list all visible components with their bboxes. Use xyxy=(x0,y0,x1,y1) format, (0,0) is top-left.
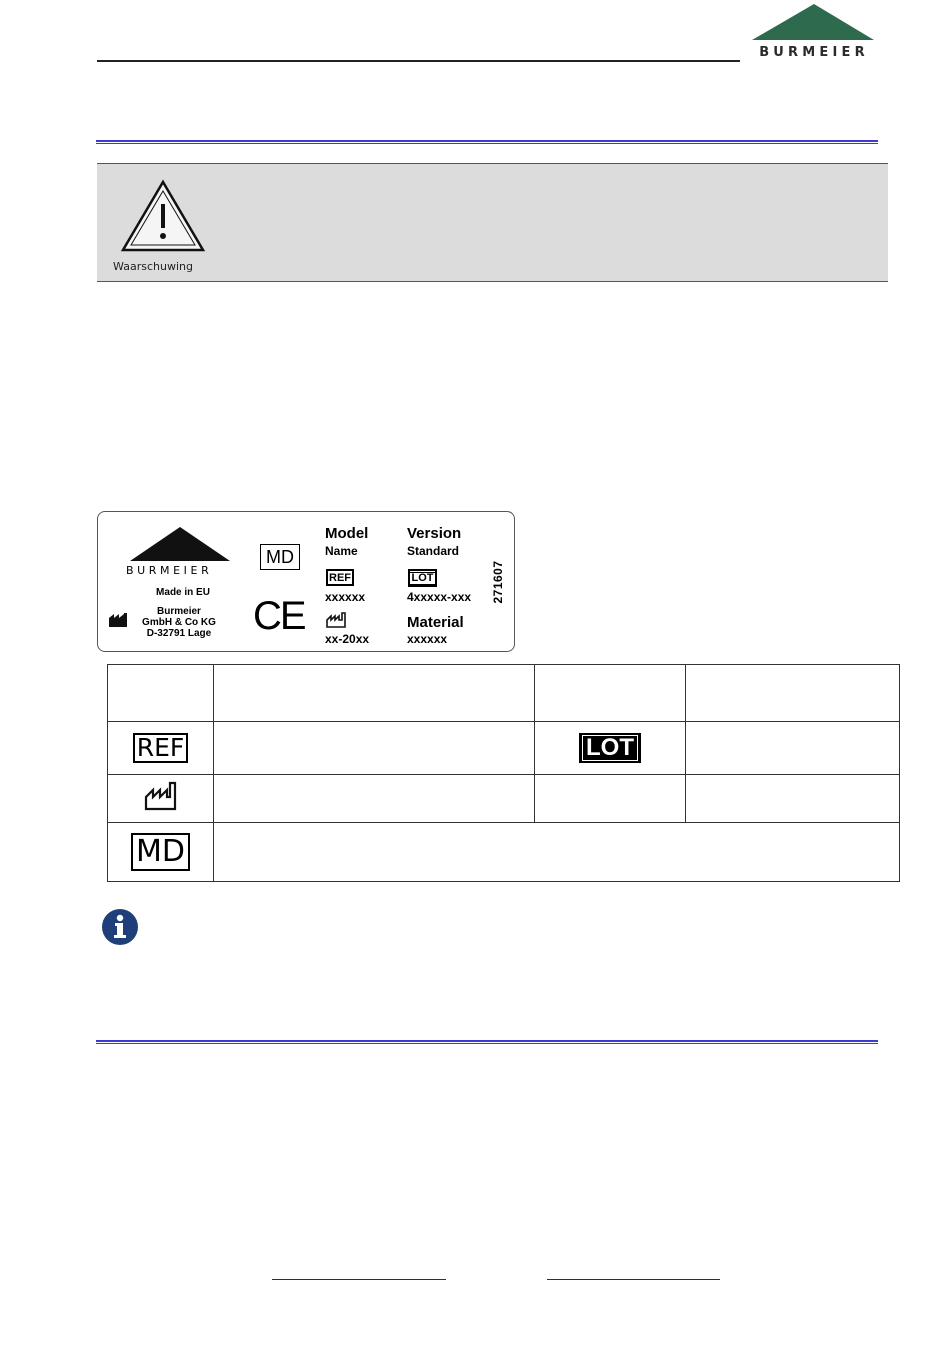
label-version-title: Version xyxy=(407,525,462,542)
table-cell xyxy=(535,722,686,775)
table-cell xyxy=(108,775,214,823)
table-cell xyxy=(535,665,686,722)
lot-symbol-text: LOT xyxy=(582,735,638,761)
label-md-symbol: MD xyxy=(260,544,300,570)
brand-logo xyxy=(750,2,878,64)
label-material-title: Material xyxy=(407,614,464,631)
manufacturer-date-icon xyxy=(144,781,178,811)
label-brand: BURMEIER xyxy=(126,564,213,577)
table-cell xyxy=(108,665,214,722)
lot-symbol xyxy=(579,733,641,763)
product-label xyxy=(97,511,515,652)
label-material-value: xxxxxx xyxy=(407,632,448,646)
brand-name: BURMEIER xyxy=(759,45,869,60)
warning-box xyxy=(97,163,888,282)
label-model-value: Name xyxy=(325,544,358,558)
label-lot-symbol xyxy=(408,569,437,587)
label-date-value: xx-20xx xyxy=(325,632,370,646)
table-cell xyxy=(686,722,900,775)
table-cell xyxy=(214,722,535,775)
table-cell xyxy=(535,775,686,823)
label-manufacturer-line: Burmeier xyxy=(157,606,201,617)
footer-link-2[interactable] xyxy=(547,1279,720,1280)
table-cell xyxy=(108,722,214,775)
table-cell xyxy=(214,823,900,882)
label-code: 271607 xyxy=(491,560,505,604)
ref-symbol: REF xyxy=(133,733,189,763)
label-roof-logo-icon xyxy=(128,526,232,562)
label-lot-text: LOT xyxy=(409,572,437,585)
label-manufacture-date-icon xyxy=(326,612,346,628)
label-version-value: Standard xyxy=(407,544,460,558)
label-ref-value: xxxxxx xyxy=(325,590,366,604)
label-manufacturer-line: GmbH & Co KG xyxy=(142,617,216,628)
label-model-title: Model xyxy=(325,525,369,542)
manufacturer-icon xyxy=(108,612,130,628)
table-cell xyxy=(108,823,214,882)
table-cell xyxy=(686,775,900,823)
label-made-in: Made in EU xyxy=(156,587,210,598)
info-icon xyxy=(101,908,139,946)
roof-logo-icon xyxy=(750,2,878,44)
section-rule-top xyxy=(96,140,878,144)
label-ref-symbol: REF xyxy=(326,569,354,586)
footer-link-1[interactable] xyxy=(272,1279,446,1280)
ce-mark: CE xyxy=(253,594,305,638)
label-manufacturer-line: D-32791 Lage xyxy=(146,628,212,639)
section-rule-bottom xyxy=(96,1040,878,1044)
table-cell xyxy=(214,665,535,722)
warning-caption: Waarschuwing xyxy=(113,260,193,273)
symbols-table xyxy=(107,664,900,881)
table-cell xyxy=(214,775,535,823)
label-lot-value: 4xxxxx-xxx xyxy=(407,590,472,604)
table-cell xyxy=(686,665,900,722)
md-symbol: MD xyxy=(131,833,190,871)
header-rule xyxy=(97,60,740,62)
